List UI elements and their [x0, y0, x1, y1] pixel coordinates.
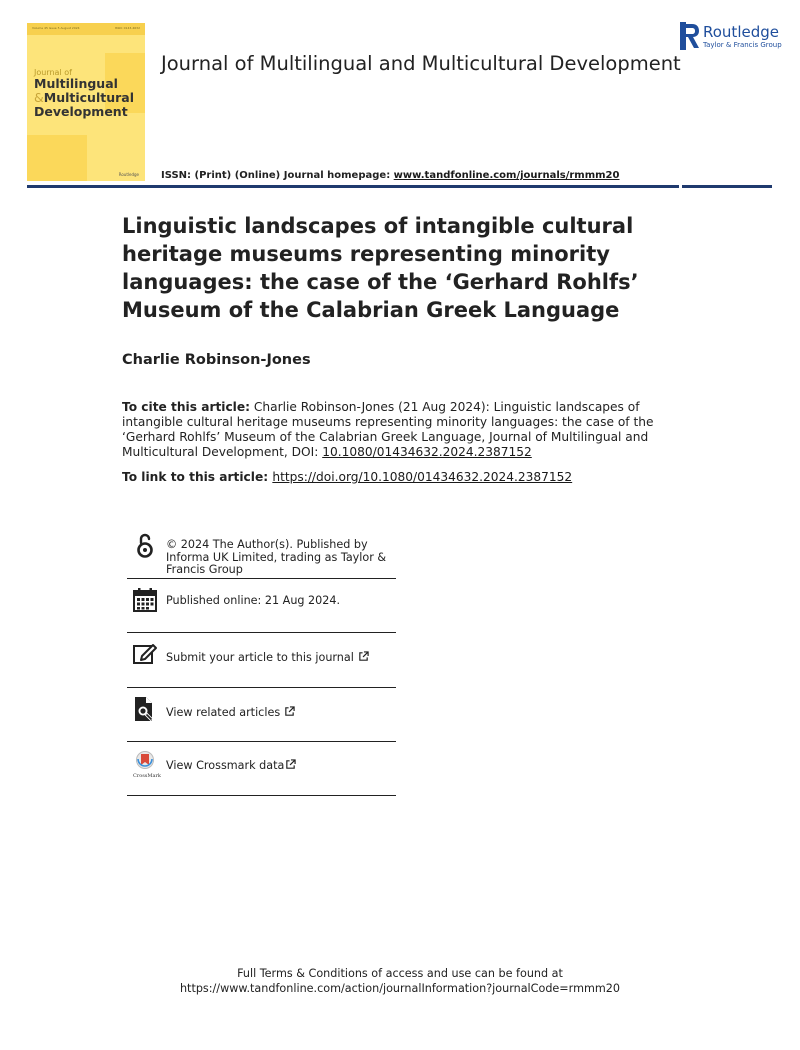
logo-name: Routledge	[703, 23, 779, 41]
external-link-icon	[358, 651, 369, 662]
cover-title-word: Multicultural	[43, 90, 134, 105]
cover-ampersand: &	[34, 90, 44, 105]
footer-terms-url[interactable]: https://www.tandfonline.com/action/journalInformation?journalCode=rmmm20	[179, 981, 621, 995]
copyright-row	[127, 530, 396, 579]
journal-homepage-link[interactable]: www.tandfonline.com/journals/rmmm20	[393, 170, 620, 181]
routledge-logo-icon	[680, 22, 700, 50]
journal-cover-image	[27, 23, 145, 181]
header-rule	[27, 185, 679, 188]
crossmark-link[interactable]	[166, 759, 398, 773]
submit-article-row[interactable]	[127, 632, 396, 688]
cover-title-small: Journal of	[34, 68, 72, 77]
article-link-line	[122, 470, 572, 484]
issn-line	[161, 170, 619, 181]
calendar-icon	[132, 587, 158, 613]
related-articles-link[interactable]	[166, 706, 398, 720]
published-date: Published online: 21 Aug 2024.	[166, 594, 341, 607]
crossmark-row[interactable]	[127, 741, 396, 796]
issn-label: ISSN: (Print) (Online) Journal homepage:	[161, 170, 394, 181]
document-search-icon	[132, 696, 158, 722]
article-title: Linguistic landscapes of intangible cultural heritage museums representing minority languages: the case of the ‘Gerhard Rohlfs’ Museum of the Calabrian Greek Language	[122, 214, 639, 322]
footer-terms-text: Full Terms & Conditions of access and use can be found at	[237, 967, 563, 980]
cover-title-line: Multilingual	[34, 76, 118, 91]
submit-article-label: Submit your article to this journal	[166, 651, 354, 664]
journal-title: Journal of Multilingual and Multicultural Development	[161, 52, 681, 75]
related-articles-row[interactable]	[127, 687, 396, 742]
crossmark-caption: CrossMark	[133, 773, 161, 779]
link-label: To link to this article:	[122, 470, 273, 484]
header-rule	[682, 185, 772, 188]
cover-title-line	[34, 91, 134, 105]
doi-link[interactable]: 10.1080/01434632.2024.2387152	[322, 445, 532, 459]
footer	[0, 967, 800, 996]
submit-article-link[interactable]	[166, 651, 398, 665]
cite-label: To cite this article:	[122, 400, 251, 414]
crossmark-label: View Crossmark data	[166, 759, 285, 772]
external-link-icon	[285, 759, 296, 770]
article-doi-url-link[interactable]: https://doi.org/10.1080/01434632.2024.2387152	[272, 470, 573, 484]
cover-issn: ISSN: 0143-4632	[114, 26, 140, 30]
citation-block	[122, 400, 682, 460]
edit-icon	[132, 641, 158, 667]
cover-publisher: Routledge	[118, 172, 139, 177]
cover-title-line: Development	[34, 104, 128, 119]
cite-text: Charlie Robinson-Jones (21 Aug 2024): Linguistic landscapes of intangible cultural heritage museums representing minority languages: the case of the ‘Gerhard Rohlfs’ Museum of the Calabrian Greek Language, Journal of Multilingual and Multicultural Development, DOI:	[122, 400, 654, 459]
cover-block	[27, 135, 87, 181]
published-row	[127, 578, 396, 633]
logo-subtitle: Taylor & Francis Group	[703, 41, 782, 49]
routledge-logo[interactable]	[680, 22, 785, 52]
related-articles-label: View related articles	[166, 706, 281, 719]
copyright-text: © 2024 The Author(s). Published by Informa UK Limited, trading as Taylor & Francis Group	[166, 538, 387, 576]
open-access-icon	[132, 533, 158, 559]
external-link-icon	[284, 706, 295, 717]
article-author: Charlie Robinson-Jones	[122, 352, 311, 368]
cover-volume: Volume 45 Issue 5 August 2024	[32, 26, 80, 30]
